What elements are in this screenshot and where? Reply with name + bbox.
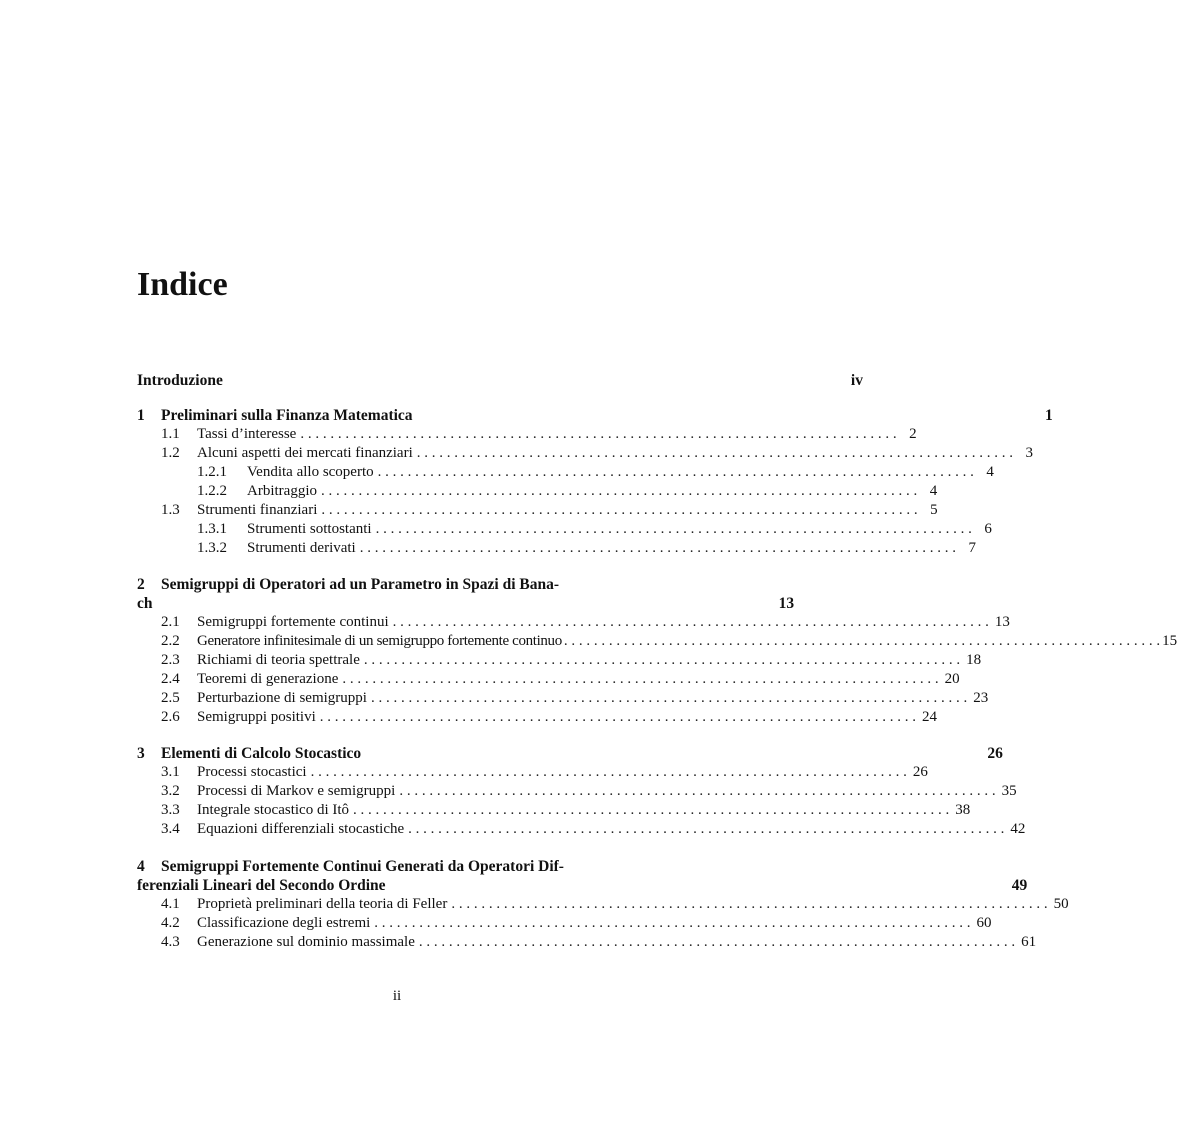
toc-section-number: 2.6 (161, 709, 180, 725)
toc-section-title: Processi di Markov e semigruppi (197, 783, 396, 799)
toc-section-number: 1.1 (161, 426, 180, 442)
toc-subsection-1-2-1[interactable] (137, 463, 994, 482)
toc-subsection-title: Strumenti derivati (247, 540, 356, 556)
toc-section-title: Processi stocastici (197, 764, 307, 780)
dot-leader: . . . . . . . . . . . . . . . . . . . . . . . . . . . . . . . . . . . . . . . . . . . . . . . . . . . . . . . . . . . . . . . . . . . . . . . . . . . . . . . . (418, 934, 1016, 950)
toc-section-number: 1.3 (161, 502, 180, 518)
toc-chapter-page: 26 (987, 745, 1003, 762)
toc-section-title: Strumenti finanziari (197, 502, 318, 518)
toc-chapter-4-continuation[interactable] (137, 876, 1028, 895)
dot-leader: . . . . . . . . . . . . . . . . . . . . . . . . . . . . . . . . . . . . . . . . . . . . . . . . . . . . . . . . . . . . . . . . . . . . . . . . . . . . . . . . (359, 540, 956, 556)
toc-section-title: Semigruppi positivi (197, 709, 316, 725)
dot-leader: . . . . . . . . . . . . . . . . . . . . . . . . . . . . . . . . . . . . . . . . . . . . . . . . . . . . . . . . . . . . . . . . . . . . . . . . . . . . . . . . (319, 709, 917, 725)
toc-section-title: Semigruppi fortemente continui (197, 614, 389, 630)
toc-chapter-title: Preliminari sulla Finanza Matematica (161, 407, 413, 424)
toc-section-3-4[interactable] (137, 820, 1026, 839)
toc-chapter-page: 13 (778, 595, 795, 612)
toc-section-3-2[interactable] (137, 782, 1017, 801)
toc-section-3-3[interactable] (137, 801, 971, 820)
dot-leader: . . . . . . . . . . . . . . . . . . . . . . . . . . . . . . . . . . . . . . . . . . . . . . . . . . . . . . . . . . . . . . . . . . . . . . . . . . . . . . . . (310, 764, 907, 780)
toc-section-number: 4.2 (161, 915, 180, 931)
toc-subsection-1-2-2[interactable] (137, 482, 938, 501)
toc-section-3-1[interactable] (137, 763, 928, 782)
toc-section-1-2[interactable] (137, 444, 1033, 463)
toc-section-number: 4.3 (161, 934, 180, 950)
toc-section-page: 26 (912, 764, 928, 780)
toc-subsection-title: Strumenti sottostanti (247, 521, 372, 537)
toc-section-2-5[interactable] (137, 689, 989, 708)
toc-subsection-number: 1.3.2 (197, 540, 227, 556)
toc-chapter-page: 49 (1011, 877, 1028, 894)
toc-section-title: Teoremi di generazione (197, 671, 339, 687)
toc-chapter-3[interactable] (137, 744, 1003, 763)
toc-section-page: 23 (973, 690, 989, 706)
toc-chapter-number: 1 (137, 407, 145, 424)
toc-subsection-page: 4 (929, 483, 938, 499)
dot-leader: . . . . . . . . . . . . . . . . . . . . . . . . . . . . . . . . . . . . . . . . . . . . . . . . . . . . . . . . . . . . . . . . . . . . . . . . . . . . . . . . (374, 915, 971, 931)
toc-subsection-page: 6 (984, 521, 992, 537)
toc-section-number: 4.1 (161, 896, 180, 912)
toc-subsection-number: 1.3.1 (197, 521, 227, 537)
toc-section-4-2[interactable] (137, 914, 992, 933)
toc-subsection-page: 7 (968, 540, 976, 556)
dot-leader: . . . . . . . . . . . . . . . . . . . . . . . . . . . . . . . . . . . . . . . . . . . . . . . . . . . . . . . . . . . . . . . . . . . . . . . . . . . . . . . . (375, 521, 972, 537)
toc-section-title: Classificazione degli estremi (197, 915, 371, 931)
toc-section-page: 18 (966, 652, 982, 668)
toc-section-2-1[interactable] (137, 613, 1010, 632)
toc-section-title: Tassi d’interesse (197, 426, 297, 442)
toc-entry-page: iv (850, 372, 863, 389)
toc-chapter-4[interactable] (137, 857, 656, 876)
toc-section-title: Perturbazione di semigruppi (197, 690, 367, 706)
toc-chapter-number: 2 (137, 576, 145, 593)
toc-subsection-page: 4 (986, 464, 994, 480)
toc-section-4-1[interactable] (137, 895, 1069, 914)
toc-section-page: 15 (1162, 633, 1177, 649)
toc-subsection-number: 1.2.1 (197, 464, 227, 480)
toc-section-1-3[interactable] (137, 501, 938, 520)
dot-leader: . . . . . . . . . . . . . . . . . . . . . . . . . . . . . . . . . . . . . . . . . . . . . . . . . . . . . . . . . . . . . . . . . . . . . . . . . . . . . . . . (377, 464, 974, 480)
dot-leader: . . . . . . . . . . . . . . . . . . . . . . . . . . . . . . . . . . . . . . . . . . . . . . . . . . . . . . . . . . . . . . . . . . . . . . . . . . . . . . . . (342, 671, 939, 687)
toc-subsection-number: 1.2.2 (197, 483, 227, 499)
toc-subsection-title: Vendita allo scoperto (247, 464, 374, 480)
toc-section-2-3[interactable] (137, 651, 982, 670)
toc-section-number: 3.1 (161, 764, 180, 780)
toc-chapter-title-line2: ch (137, 595, 153, 612)
dot-leader: . . . . . . . . . . . . . . . . . . . . . . . . . . . . . . . . . . . . . . . . . . . . . . . . . . . . . . . . . . . . . . . . . . . . . . . . . . . . . . . . (370, 690, 968, 706)
toc-section-number: 1.2 (161, 445, 180, 461)
toc-subsection-title: Arbitraggio (247, 483, 317, 499)
toc-section-page: 24 (922, 709, 938, 725)
toc-section-number: 3.3 (161, 802, 180, 818)
toc-section-page: 2 (909, 426, 917, 442)
toc-section-title: Alcuni aspetti dei mercati finanziari (197, 445, 413, 461)
toc-entry-introduction[interactable] (137, 371, 863, 390)
toc-subsection-1-3-1[interactable] (137, 520, 992, 539)
dot-leader: . . . . . . . . . . . . . . . . . . . . . . . . . . . . . . . . . . . . . . . . . . . . . . . . . . . . . . . . . . . . . . . . . . . . . . . . . . . . . . . . (399, 783, 996, 799)
toc-section-number: 2.5 (161, 690, 180, 706)
toc-section-title: Generazione sul dominio massimale (197, 934, 415, 950)
toc-section-page: 5 (930, 502, 938, 518)
toc-section-1-1[interactable] (137, 425, 917, 444)
toc-chapter-title-line1: Semigruppi Fortemente Continui Generati da Operatori Dif- (161, 858, 564, 875)
toc-section-title: Equazioni differenziali stocastiche (197, 821, 405, 837)
dot-leader: . . . . . . . . . . . . . . . . . . . . . . . . . . . . . . . . . . . . . . . . . . . . . . . . . . . . . . . . . . . . . . . . . . . . . . . . . . . . . . . . (451, 896, 1048, 912)
dot-leader: . . . . . . . . . . . . . . . . . . . . . . . . . . . . . . . . . . . . . . . . . . . . . . . . . . . . . . . . . . . . . . . . . . . . . . . . . . . . . . . . (392, 614, 989, 630)
dot-leader: . . . . . . . . . . . . . . . . . . . . . . . . . . . . . . . . . . . . . . . . . . . . . . . . . . . . . . . . . . . . . . . . . . . . . . . . . . . . . . . . (321, 502, 918, 518)
dot-leader: . . . . . . . . . . . . . . . . . . . . . . . . . . . . . . . . . . . . . . . . . . . . . . . . . . . . . . . . . . . . . . . . . . . . . . . . . . . . . . . . (363, 652, 961, 668)
toc-section-title: Generatore infinitesimale di un semigruppo fortemente continuo (197, 633, 562, 649)
dot-leader: . . . . . . . . . . . . . . . . . . . . . . . . . . . . . . . . . . . . . . . . . . . . . . . . . . . . . . . . . . . . . . . . . . . . . . . . . . . . . . . . (416, 445, 1013, 461)
toc-section-page: 35 (1001, 783, 1017, 799)
toc-section-4-3[interactable] (137, 933, 1037, 952)
toc-section-number: 2.4 (161, 671, 180, 687)
toc-chapter-title-line1: Semigruppi di Operatori ad un Parametro in Spazi di Bana- (161, 576, 560, 593)
toc-section-page: 13 (994, 614, 1010, 630)
toc-chapter-2-continuation[interactable] (137, 594, 795, 613)
toc-section-number: 3.4 (161, 821, 180, 837)
dot-leader: . . . . . . . . . . . . . . . . . . . . . . . . . . . . . . . . . . . . . . . . . . . . . . . . . . . . . . . . . . . . . . . . . . . . . . . . . . . . . . . . (353, 802, 950, 818)
toc-chapter-2[interactable] (137, 575, 656, 594)
toc-section-number: 2.3 (161, 652, 180, 668)
toc-section-2-4[interactable] (137, 670, 960, 689)
page-title: Indice (137, 266, 228, 303)
toc-section-2-6[interactable] (137, 708, 938, 727)
toc-section-number: 2.2 (161, 633, 180, 649)
toc-entry-title: Introduzione (137, 372, 223, 389)
toc-chapter-title-line2: ferenziali Lineari del Secondo Ordine (137, 877, 386, 894)
toc-chapter-title: Elementi di Calcolo Stocastico (161, 745, 362, 762)
toc-section-title: Integrale stocastico di Itô (197, 802, 350, 818)
toc-section-page: 38 (955, 802, 971, 818)
dot-leader: . . . . . . . . . . . . . . . . . . . . . . . . . . . . . . . . . . . . . . . . . . . . . . . . . . . . . . . . . . . . . . . . . . . . . . . . . . . . . . . . (300, 426, 897, 442)
dot-leader: . . . . . . . . . . . . . . . . . . . . . . . . . . . . . . . . . . . . . . . . . . . . . . . . . . . . . . . . . . . . . . . . . . . . . . . . . . . . . . . . (320, 483, 918, 499)
toc-section-page: 20 (944, 671, 960, 687)
toc-section-title: Proprietà preliminari della teoria di Feller (197, 896, 448, 912)
toc-section-page: 3 (1025, 445, 1033, 461)
toc-chapter-number: 3 (137, 745, 145, 762)
toc-chapter-number: 4 (137, 858, 145, 875)
toc-chapter-1[interactable] (137, 406, 1053, 425)
toc-section-page: 61 (1021, 934, 1037, 950)
toc-section-number: 3.2 (161, 783, 180, 799)
toc-subsection-1-3-2[interactable] (137, 539, 976, 558)
dot-leader: . . . . . . . . . . . . . . . . . . . . . . . . . . . . . . . . . . . . . . . . . . . . . . . . . . . . . . . . . . . . . . . . . . . . . . . . . . . . . . . . (408, 821, 1005, 837)
toc-section-2-2[interactable] (137, 632, 1177, 651)
toc-chapter-page: 1 (1044, 407, 1053, 424)
toc-section-title: Richiami di teoria spettrale (197, 652, 360, 668)
toc-section-page: 42 (1010, 821, 1026, 837)
toc-section-number: 2.1 (161, 614, 180, 630)
page-number: ii (392, 988, 402, 1004)
toc-section-page: 60 (976, 915, 992, 931)
dot-leader: . . . . . . . . . . . . . . . . . . . . . . . . . . . . . . . . . . . . . . . . . . . . . . . . . . . . . . . . . . . . . . . . . . . . . . . . . . . . . . . . (563, 633, 1161, 649)
toc-section-page: 50 (1053, 896, 1069, 912)
